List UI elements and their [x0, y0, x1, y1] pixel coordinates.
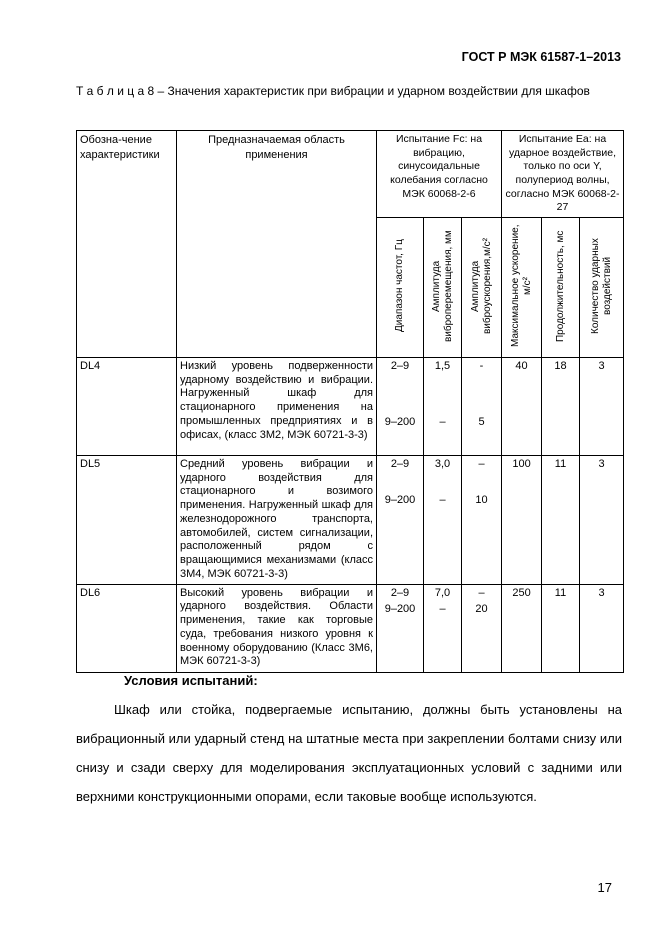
cell-shock-count: 3 — [580, 455, 624, 584]
cell-amplitude-acceleration: – 20 — [462, 584, 502, 672]
test-conditions-title: Условия испытаний: — [124, 673, 258, 688]
header-group-shock-test: Испытание Ea: на ударное воздействие, только по оси Y, полупериод волны, согласно МЭК 60068-2-27 — [502, 131, 624, 218]
header-shock-count: Количество ударных воздействий — [580, 217, 624, 357]
header-duration: Продолжительность, мс — [542, 217, 580, 357]
page-number: 17 — [597, 880, 612, 895]
cell-application: Низкий уровень подверженности ударному воздействию и вибрации. Нагруженный шкаф для стационарного применения на промышленных предприятиях и в офисах, (класс 3М2, МЭК 60721-3-3) — [177, 357, 377, 455]
header-amplitude-displacement: Амплитуда виброперемещения, мм — [424, 217, 462, 357]
test-conditions-body: Шкаф или стойка, подвергаемые испытанию, должны быть установлены на вибрационный или ударный стенд на штатные места при закреплении болтами снизу или снизу и сзади сверху для моделирования эксплуатационных условий с задними или верхними конструкционными опорами, если таковые вообще используются. — [76, 702, 622, 804]
cell-designation: DL6 — [77, 584, 177, 672]
header-frequency-range: Диапазон частот, Гц — [377, 217, 424, 357]
cell-amplitude-acceleration: – 10 — [462, 455, 502, 584]
table-row — [77, 584, 624, 672]
table-row — [77, 455, 624, 584]
cell-amplitude-displacement: 7,0 – — [424, 584, 462, 672]
header-designation: Обозна-чение характеристики — [77, 131, 177, 358]
header-group-vibration-test: Испытание Fc: на вибрацию, синусоидальные колебания согласно МЭК 60068-2-6 — [377, 131, 502, 218]
cell-duration: 11 — [542, 455, 580, 584]
cell-amplitude-displacement: 1,5 – — [424, 357, 462, 455]
cell-max-acceleration: 250 — [502, 584, 542, 672]
cell-frequency-range: 2–9 9–200 — [377, 357, 424, 455]
cell-max-acceleration: 40 — [502, 357, 542, 455]
cell-application: Средний уровень вибрации и ударного воздействия для стационарного и возимого применения. Нагруженный шкаф для железнодорожного транспорта, автомобилей, систем сигнализации, расположенный рядом с вращающимися механизмами (класс 3М4, МЭК 60721-3-3) — [177, 455, 377, 584]
cell-frequency-range: 2–9 9–200 — [377, 455, 424, 584]
cell-shock-count: 3 — [580, 357, 624, 455]
cell-duration: 11 — [542, 584, 580, 672]
cell-designation: DL4 — [77, 357, 177, 455]
cell-max-acceleration: 100 — [502, 455, 542, 584]
header-application: Предназначаемая область применения — [177, 131, 377, 358]
cell-amplitude-acceleration: - 5 — [462, 357, 502, 455]
table-container — [76, 130, 623, 673]
cell-frequency-range: 2–9 9–200 — [377, 584, 424, 672]
characteristics-table — [76, 130, 624, 673]
table-caption: Т а б л и ц а 8 – Значения характеристик при вибрации и ударном воздействии для шкафов — [76, 84, 590, 98]
test-conditions-section — [76, 666, 622, 824]
cell-shock-count: 3 — [580, 584, 624, 672]
cell-amplitude-displacement: 3,0 – — [424, 455, 462, 584]
standard-header: ГОСТ Р МЭК 61587-1–2013 — [461, 50, 621, 64]
header-row-groups — [77, 131, 624, 218]
cell-duration: 18 — [542, 357, 580, 455]
header-amplitude-acceleration: Амплитуда виброускорения,м/с² — [462, 217, 502, 357]
cell-designation: DL5 — [77, 455, 177, 584]
cell-application: Высокий уровень вибрации и ударного воздействия. Области применения, такие как торговые суда, требования низкого уровня к военному оборудованию (Класс 3М6, МЭК 60721-3-3) — [177, 584, 377, 672]
header-max-acceleration: Максимальное ускорение, м/с² — [502, 217, 542, 357]
table-row — [77, 357, 624, 455]
